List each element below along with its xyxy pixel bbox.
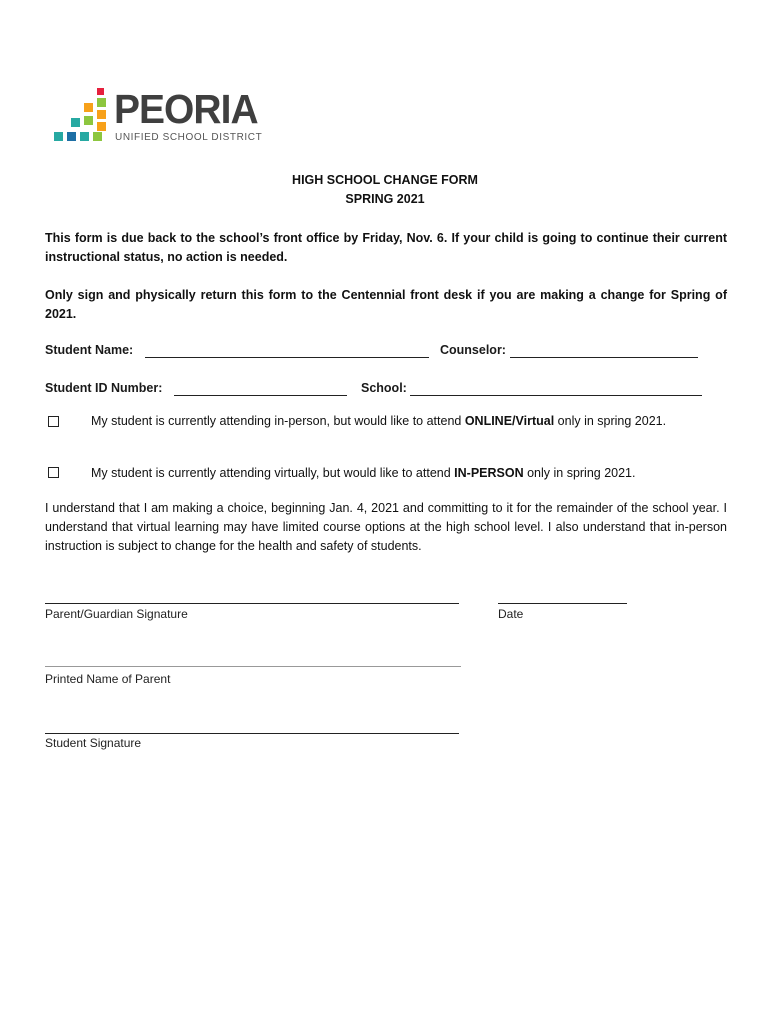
district-logo	[54, 86, 263, 146]
parent-signature-label: Parent/Guardian Signature	[45, 607, 188, 621]
return-instructions: Only sign and physically return this form to the Centennial front desk if you are making a change for Spring of 2021.	[45, 288, 727, 321]
student-signature-line[interactable]	[45, 733, 459, 734]
parent-signature-line[interactable]	[45, 603, 459, 604]
in-person-option-text: My student is currently attending virtually, but would like to attend IN-PERSON only in spring 2021.	[91, 466, 636, 480]
due-instructions: This form is due back to the school’s front office by Friday, Nov. 6. If your child is going to continue their current instructional status, no action is needed.	[45, 231, 727, 264]
counselor-label: Counselor:	[440, 343, 506, 357]
logo-subtitle: UNIFIED SCHOOL DISTRICT	[115, 132, 263, 143]
in-person-option-checkbox[interactable]	[48, 467, 59, 478]
date-line[interactable]	[498, 603, 627, 604]
logo-mosaic-icon	[54, 88, 114, 146]
student-id-field[interactable]	[174, 395, 347, 396]
online-option-checkbox[interactable]	[48, 416, 59, 427]
printed-name-line[interactable]	[45, 666, 461, 667]
form-subtitle: SPRING 2021	[345, 192, 425, 206]
school-label: School:	[361, 381, 407, 395]
printed-name-label: Printed Name of Parent	[45, 672, 171, 686]
agreement-text: I understand that I am making a choice, beginning Jan. 4, 2021 and committing to it for the remainder of the school year. I understand that virtual learning may have limited course options at the high school level. I also understand that in-person instruction is subject to change for the health and safety of students.	[45, 501, 727, 553]
date-label: Date	[498, 607, 524, 621]
student-signature-label: Student Signature	[45, 736, 142, 750]
form-title: HIGH SCHOOL CHANGE FORM	[292, 173, 478, 187]
student-name-label: Student Name:	[45, 343, 134, 357]
logo-wordmark: PEORIA	[114, 86, 258, 132]
counselor-field[interactable]	[510, 357, 698, 358]
online-option-text: My student is currently attending in-person, but would like to attend ONLINE/Virtual only in spring 2021.	[91, 414, 667, 428]
student-name-field[interactable]	[145, 357, 429, 358]
student-id-label: Student ID Number:	[45, 381, 163, 395]
school-field[interactable]	[410, 395, 702, 396]
